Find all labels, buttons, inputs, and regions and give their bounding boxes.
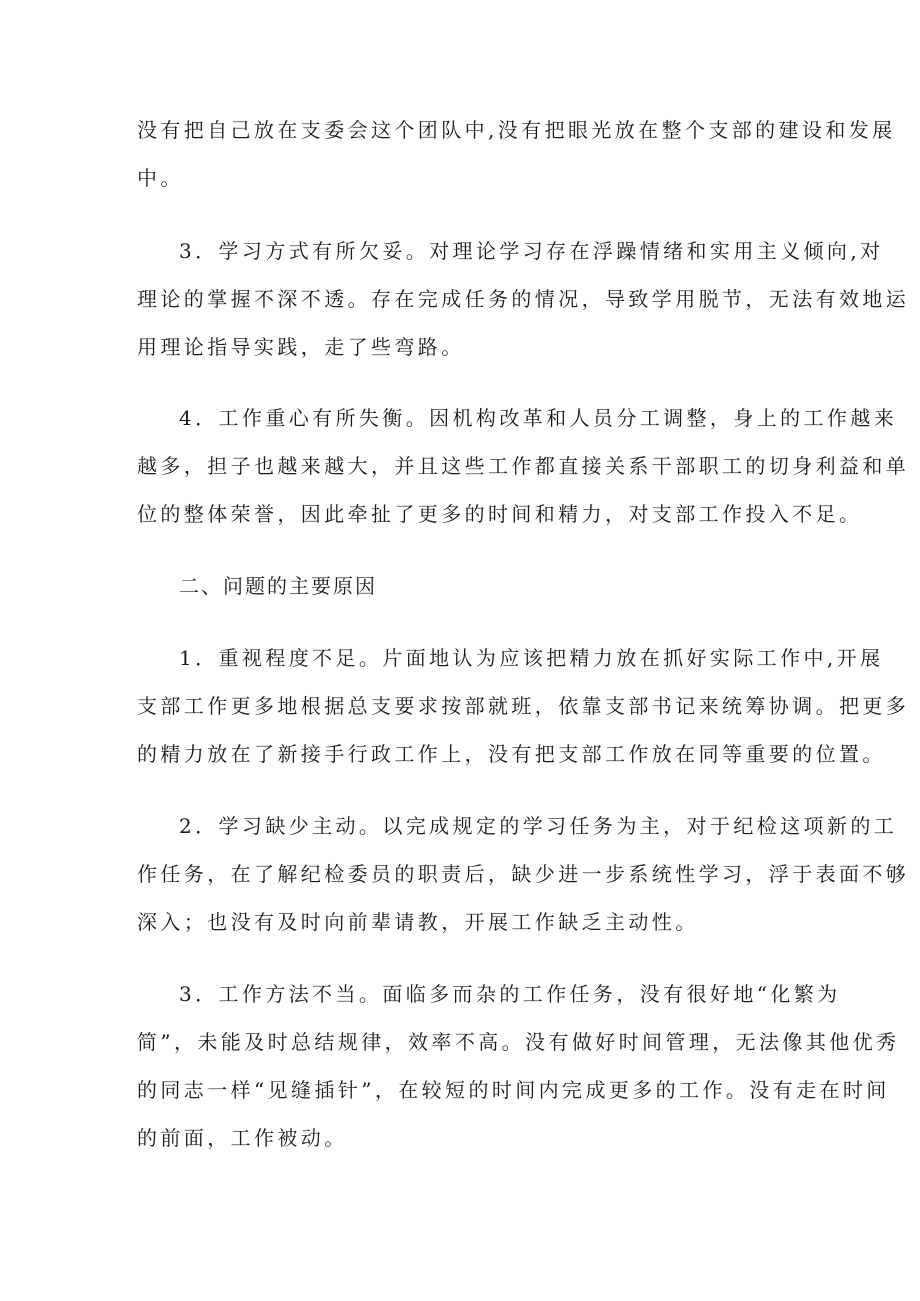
paragraph-line: 3．学习方式有所欠妥。对理论学习存在浮躁情绪和实用主义倾向,对 <box>179 239 884 263</box>
paragraph-line: 的同志一样“见缝插针”，在较短的时间内完成更多的工作。没有走在时间 <box>137 1078 890 1102</box>
paragraph-line: 理论的掌握不深不透。存在完成任务的情况，导致学用脱节，无法有效地运 <box>137 287 910 311</box>
paragraph-line: 没有把自己放在支委会这个团队中,没有把眼光放在整个支部的建设和发展 <box>137 118 896 142</box>
paragraph-line: 中。 <box>137 166 184 190</box>
paragraph-line: 作任务，在了解纪检委员的职责后，缺少进一步系统性学习，浮于表面不够 <box>137 862 910 886</box>
paragraph-line: 1．重视程度不足。片面地认为应该把精力放在抓好实际工作中,开展 <box>179 646 884 670</box>
paragraph-line: 3．工作方法不当。面临多而杂的工作任务，没有很好地“化繁为 <box>179 982 841 1006</box>
paragraph-line: 的精力放在了新接手行政工作上，没有把支部工作放在同等重要的位置。 <box>137 742 886 766</box>
paragraph-line: 越多，担子也越来越大，并且这些工作都直接关系干部职工的切身利益和单 <box>137 454 910 478</box>
paragraph-line: 用理论指导实践，走了些弯路。 <box>137 335 465 359</box>
paragraph-line: 4．工作重心有所失衡。因机构改革和人员分工调整，身上的工作越来 <box>179 406 898 430</box>
paragraph-line: 的前面，工作被动。 <box>137 1126 348 1150</box>
section-heading: 二、问题的主要原因 <box>179 574 377 598</box>
paragraph-line: 位的整体荣誉，因此牵扯了更多的时间和精力，对支部工作投入不足。 <box>137 502 863 526</box>
paragraph-line: 深入；也没有及时向前辈请教，开展工作缺乏主动性。 <box>137 910 699 934</box>
paragraph-line: 支部工作更多地根据总支要求按部就班，依靠支部书记来统筹协调。把更多 <box>137 694 910 718</box>
paragraph-line: 2．学习缺少主动。以完成规定的学习任务为主，对于纪检这项新的工 <box>179 814 898 838</box>
paragraph-line: 简”，未能及时总结规律，效率不高。没有做好时间管理，无法像其他优秀 <box>137 1030 900 1054</box>
